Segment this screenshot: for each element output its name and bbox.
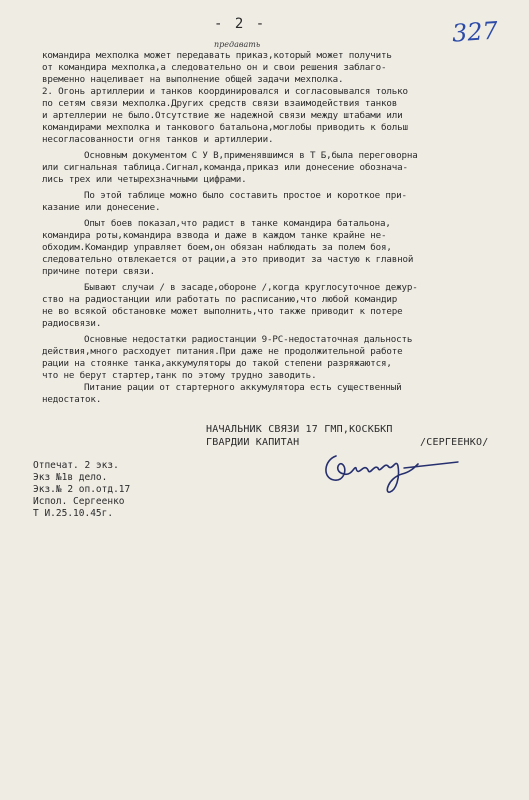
body-line: и артеллерии не было.Отсутствие же надежной связи между штабами или [42,110,403,121]
body-line: командирами мехполка и танкового батальона,моглобы приводить к больш [42,122,408,133]
body-line: радиосвязи. [42,318,102,329]
body-line: ство на радиостанции или работать по расписанию,что любой командир [42,294,398,305]
body-line: Бывают случаи / в засаде,обороне /,когда круглосуточное дежур- [84,282,418,293]
body-line: следовательно отвлекается от рации,а это приводит за частую к главной [42,254,414,265]
body-line: Опыт боев показал,что радист в танке командира батальона, [84,218,391,229]
body-line: 2. Огонь артиллерии и танков координировался и согласовывался только [42,86,408,97]
signature-rank: ГВАРДИИ КАПИТАН [206,437,300,448]
body-line: не во всякой обстановке может выполнить,что также приводит к потере [42,306,403,317]
body-line: от командира мехполка,а следовательно он и свои решения заблаго- [42,62,387,73]
archive-number: 327 [451,16,499,48]
body-line: Основным документом С У В,применявшимся в Т Б,была переговорна [84,150,418,161]
signature-title: НАЧАЛЬНИК СВЯЗИ 17 ГМП,КОСКБКП [206,424,393,435]
footer-line: Отпечат. 2 экз. [33,460,119,471]
body-line: причине потери связи. [42,266,156,277]
body-line: лись трех или четырехзначными цифрами. [42,174,247,185]
body-line: командира роты,командира взвода и даже в каждом танке крайне не- [42,230,387,241]
footer-line: Испол. Сергеенко [33,496,125,507]
body-line: казание или донесение. [42,202,161,213]
handwritten-signature [318,438,468,498]
footer-line: Экз №1в дело. [33,472,108,483]
body-line: обходим.Командир управляет боем,он обязан наблюдать за полем боя, [42,242,392,253]
body-line: Основные недостатки радиостанции 9-РС-недостаточная дальность [84,334,413,345]
body-line: действия,много расходует питания.При даже не продолжительной работе [42,346,403,357]
body-line: командира мехполка может передавать приказ,который может получить [42,50,392,61]
handwritten-insert: предавать [214,40,261,49]
signature-name: /СЕРГЕЕНКО/ [420,437,489,448]
footer-line: Экз.№ 2 оп.отд.17 [33,484,131,495]
body-line: По этой таблице можно было составить простое и короткое при- [84,190,407,201]
body-line: или сигнальная таблица.Сигнал,команда,приказ или донесение обознача- [42,162,408,173]
footer-line: Т И.25.10.45г. [33,508,114,519]
page-number: - 2 - [214,16,267,32]
body-line: Питание рации от стартерного аккумулятора есть существенный [84,382,402,393]
body-line: недостаток. [42,394,102,405]
body-line: временно нацеливает на выполнение общей задачи мехполка. [42,74,344,85]
body-line: рации на стоянке танка,аккумуляторы до такой степени разряжаются, [42,358,392,369]
body-line: несогласованности огня танков и артиллерии. [42,134,274,145]
body-line: по сетям связи мехполка.Других средств связи взаимодействия танков [42,98,398,109]
body-line: что не берут стартер,танк по этому трудно заводить. [42,370,317,381]
